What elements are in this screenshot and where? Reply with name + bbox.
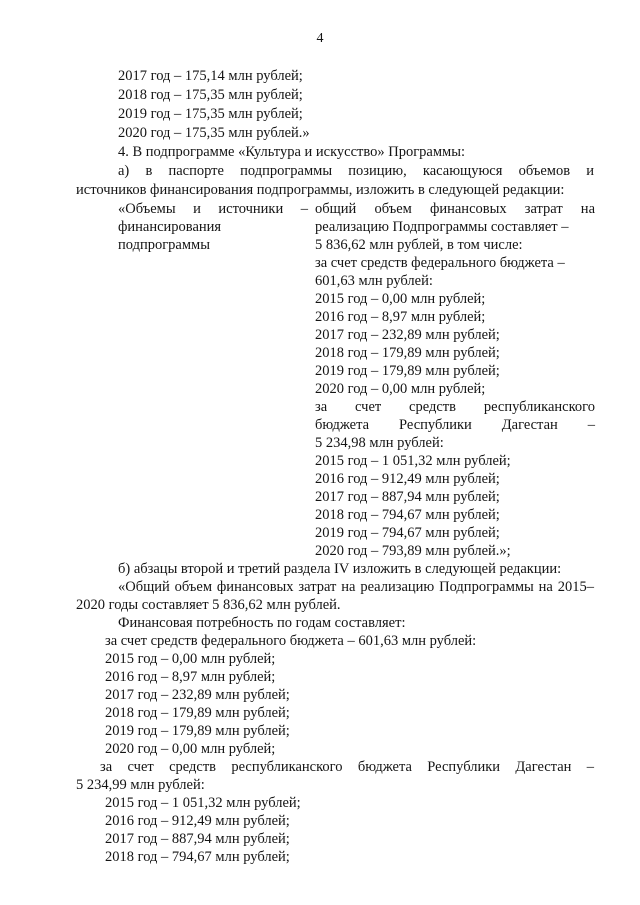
- federal-year-2017: 2017 год – 232,89 млн рублей;: [105, 687, 290, 703]
- republic-year-2016: 2016 год – 912,49 млн рублей;: [105, 813, 290, 829]
- passport-right-line: 2018 год – 179,89 млн рублей;: [315, 345, 500, 361]
- federal-line: за счет средств федерального бюджета – 601,63 млн рублей:: [105, 633, 477, 649]
- passport-left-line-2: финансирования: [118, 219, 222, 235]
- passport-right-line: за счет средств республиканского: [315, 399, 595, 415]
- federal-year-2018: 2018 год – 179,89 млн рублей;: [105, 705, 290, 721]
- passport-right-line: 5 234,98 млн рублей:: [315, 435, 444, 451]
- passport-left-line-3: подпрограммы: [118, 237, 210, 253]
- passport-left-column: [118, 200, 308, 254]
- intro-line-2017: 2017 год – 175,14 млн рублей;: [118, 68, 303, 84]
- republic-year-2018: 2018 год – 794,67 млн рублей;: [105, 849, 290, 865]
- item-b-line: б) абзацы второй и третий раздела IV изложить в следующей редакции:: [118, 561, 562, 577]
- intro-line-2020: 2020 год – 175,35 млн рублей.»: [118, 125, 310, 141]
- passport-right-line: 2015 год – 1 051,32 млн рублей;: [315, 453, 511, 469]
- passport-right-line: бюджета Республики Дагестан –: [315, 417, 595, 433]
- need-line: Финансовая потребность по годам составляет:: [118, 615, 406, 631]
- passport-right-line: 2017 год – 232,89 млн рублей;: [315, 327, 500, 343]
- federal-year-2019: 2019 год – 179,89 млн рублей;: [105, 723, 290, 739]
- passport-right-line: 2016 год – 8,97 млн рублей;: [315, 309, 486, 325]
- passport-right-line: за счет средств федерального бюджета –: [315, 255, 565, 271]
- federal-year-2015: 2015 год – 0,00 млн рублей;: [105, 651, 276, 667]
- item-4-heading: 4. В подпрограмме «Культура и искусство» Программы:: [118, 144, 465, 160]
- republic-year-2015: 2015 год – 1 051,32 млн рублей;: [105, 795, 301, 811]
- passport-right-line: 2019 год – 794,67 млн рублей;: [315, 525, 500, 541]
- federal-year-2020: 2020 год – 0,00 млн рублей;: [105, 741, 276, 757]
- page-number: 4: [316, 31, 324, 46]
- passport-right-line: 5 836,62 млн рублей, в том числе:: [315, 237, 523, 253]
- republic-line-2: 5 234,99 млн рублей:: [76, 777, 205, 793]
- passport-right-line: 601,63 млн рублей:: [315, 273, 433, 289]
- passport-left-line-1: «Объемы и источники –: [118, 201, 308, 217]
- total-line-1: «Общий объем финансовых затрат на реализацию Подпрограммы на 2015–: [118, 579, 594, 595]
- total-line-2: 2020 годы составляет 5 836,62 млн рублей.: [76, 597, 341, 613]
- passport-right-line: 2018 год – 794,67 млн рублей;: [315, 507, 500, 523]
- item-a-line-2: источников финансирования подпрограммы, изложить в следующей редакции:: [76, 182, 565, 198]
- passport-right-line: 2015 год – 0,00 млн рублей;: [315, 291, 486, 307]
- federal-year-2016: 2016 год – 8,97 млн рублей;: [105, 669, 276, 685]
- republic-year-2017: 2017 год – 887,94 млн рублей;: [105, 831, 290, 847]
- item-a-line-1: а) в паспорте подпрограммы позицию, касающуюся объемов и: [118, 163, 594, 179]
- passport-right-line: 2020 год – 0,00 млн рублей;: [315, 381, 486, 397]
- passport-right-line: 2019 год – 179,89 млн рублей;: [315, 363, 500, 379]
- intro-line-2018: 2018 год – 175,35 млн рублей;: [118, 87, 303, 103]
- passport-right-line: 2017 год – 887,94 млн рублей;: [315, 489, 500, 505]
- passport-right-line: 2020 год – 793,89 млн рублей.»;: [315, 543, 511, 559]
- passport-right-line: общий объем финансовых затрат на: [315, 201, 595, 217]
- passport-right-line: реализацию Подпрограммы составляет –: [315, 219, 569, 235]
- passport-right-line: 2016 год – 912,49 млн рублей;: [315, 471, 500, 487]
- republic-line-1: за счет средств республиканского бюджета Республики Дагестан –: [100, 759, 594, 775]
- intro-line-2019: 2019 год – 175,35 млн рублей;: [118, 106, 303, 122]
